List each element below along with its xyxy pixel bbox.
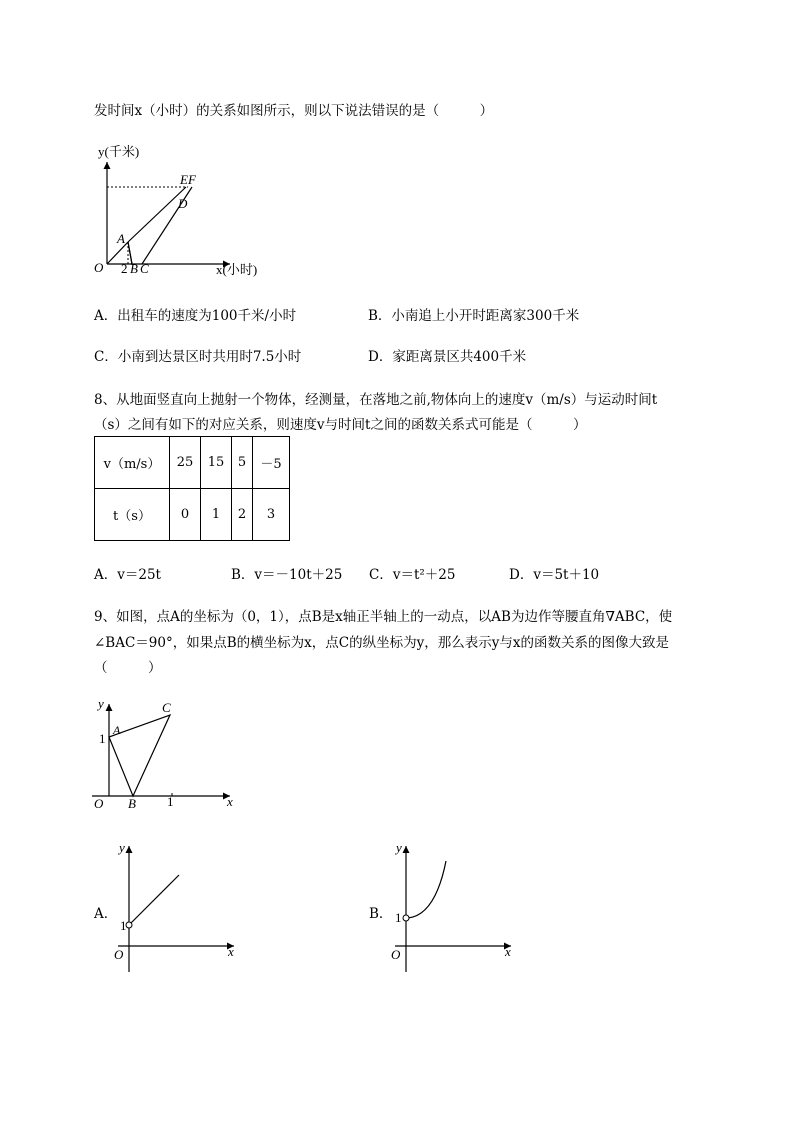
q7-stem: 发时间x（小时）的关系如图所示，则以下说法错误的是（ ） [94, 103, 494, 119]
q9-one-x: 1 [167, 794, 174, 809]
optA-x: x [228, 944, 234, 959]
optB-O: O [391, 947, 401, 962]
table-cell: 15 [201, 437, 232, 489]
q7-option-b: B．小南追上小开时距离家300千米 [368, 308, 580, 324]
table-cell: v（m/s） [95, 437, 170, 489]
q7-x-label: x(小时) [216, 262, 258, 277]
q9-option-a-graph [110, 838, 250, 978]
q9-graph [88, 696, 248, 816]
table-cell: －5 [253, 437, 290, 489]
q7-graph [88, 142, 288, 282]
q7-origin: O [94, 260, 104, 275]
q9-option-a-label: A． [94, 906, 118, 922]
q8-line2: （s）之间有如下的对应关系，则速度v与时间t之间的函数关系式可能是（ ） [94, 417, 587, 433]
q7-option-c: C．小南到达景区时共用时7.5小时 [94, 349, 302, 365]
q7-option-a: A．出租车的速度为100千米/小时 [94, 308, 297, 324]
q9-option-b-label: B． [369, 906, 393, 922]
q8-option-d: D．v＝5t＋10 [509, 567, 600, 583]
q8-option-c: C．v＝t²＋25 [369, 567, 456, 583]
q9-A: A [113, 723, 121, 737]
optB-y: y [396, 840, 402, 855]
optB-curve [408, 861, 446, 918]
optA-y: y [119, 840, 125, 855]
q7-option-d: D．家距离景区共400千米 [368, 349, 527, 365]
optB-x: x [505, 944, 511, 959]
table-cell: 1 [201, 489, 232, 541]
q9-y: y [98, 696, 104, 711]
optA-O: O [114, 947, 124, 962]
table-row [95, 437, 290, 489]
q9-C: C [162, 700, 171, 715]
optB-open-point [403, 915, 409, 921]
q9-x: x [227, 794, 233, 809]
q8-option-b: B．v＝－10t＋25 [231, 567, 343, 583]
table-cell: 5 [232, 437, 253, 489]
q7-pt-B: B [130, 261, 138, 276]
q7-pt-EF: EF [180, 172, 196, 187]
table-cell: 25 [170, 437, 201, 489]
q9-one-y: 1 [99, 731, 106, 746]
optA-one: 1 [120, 918, 127, 933]
q8-value-table [94, 436, 290, 541]
q9-line2: ∠BAC＝90°，如果点B的横坐标为x，点C的纵坐标为y，那么表示y与x的函数关系的图像大致是 [94, 635, 669, 651]
q7-pt-A: A [117, 231, 125, 246]
q9-O: O [94, 796, 104, 811]
table-cell: 2 [232, 489, 253, 541]
optA-open-point [126, 922, 132, 928]
q9-line3: （ ） [94, 660, 162, 676]
optB-one: 1 [395, 910, 402, 925]
table-cell: t（s） [95, 489, 170, 541]
table-row [95, 489, 290, 541]
q9-B: B [128, 796, 136, 811]
q8-option-a: A．v＝25t [94, 567, 161, 583]
q8-line1: 8、从地面竖直向上抛射一个物体，经测量，在落地之前,物体向上的速度v（m/s）与运动时间t [94, 392, 658, 408]
q7-y-label: y(千米) [98, 144, 140, 159]
optA-line [131, 875, 179, 923]
q9-line1: 9、如图，点A的坐标为（0，1），点B是x轴正半轴上的一动点，以AB为边作等腰直角∇ABC，使 [94, 609, 673, 625]
q7-pt-D: D [178, 196, 188, 211]
table-cell: 3 [253, 489, 290, 541]
q9-option-b-graph [387, 838, 527, 978]
q7-pt-C: C [140, 261, 149, 276]
q7-tick-2: 2 [121, 261, 128, 276]
table-cell: 0 [170, 489, 201, 541]
